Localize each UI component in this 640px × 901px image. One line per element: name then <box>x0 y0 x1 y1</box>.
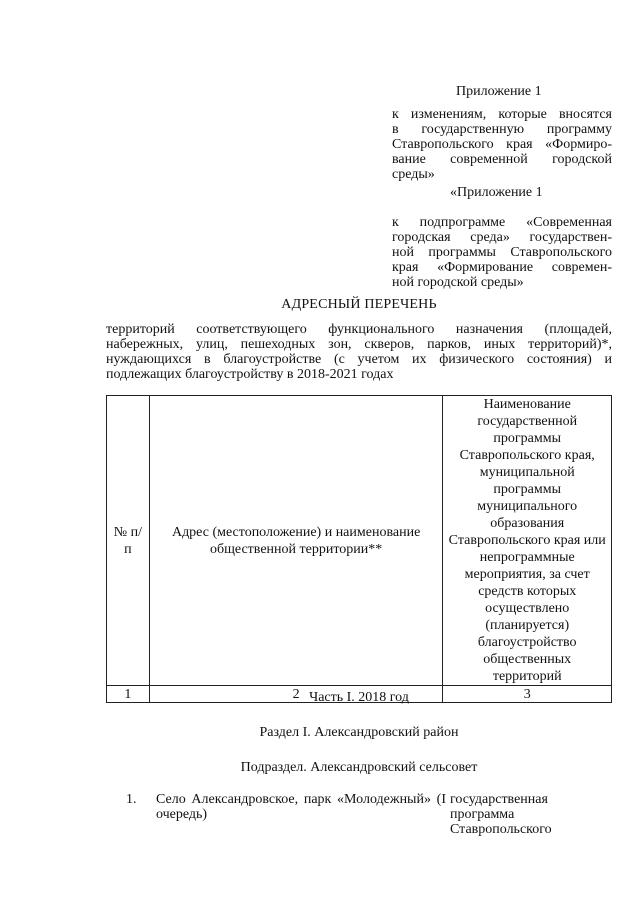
appendix-line: среды» <box>392 167 435 182</box>
row-program: государственная программа Ставропольского <box>450 792 552 837</box>
header-number: № п/п <box>107 396 150 686</box>
appendix-line: Ставропольского края «Формиро- <box>392 137 612 152</box>
appendix-title: Приложение 1 <box>456 84 542 99</box>
appendix-line: к изменениям, которые вносятся <box>392 107 612 122</box>
section-heading: Раздел I. Александровский район <box>259 725 459 740</box>
table-header-row <box>107 396 612 686</box>
sub-appendix-line: ной программы Ставропольского <box>392 245 612 260</box>
sub-appendix-line: к подпрограмме «Современная <box>392 215 612 230</box>
column-number-3: 3 <box>443 686 612 703</box>
sub-appendix-line: городская среда» государствен- <box>392 230 612 245</box>
header-program: Наименование государственной программы Ставропольского края, муниципальной программы муниципального образования Ставропольского края или непрограммные мероприятия, за счет средств которых осуществлено (планируется) благоустройство общественных территорий <box>443 396 612 686</box>
sub-appendix-line: края «Формирование современ- <box>392 260 612 275</box>
row-address: Село Александровское, парк «Молодежный» (I очередь) <box>156 792 446 822</box>
appendix-text <box>392 107 612 182</box>
appendix-line: вание современной городской <box>392 152 612 167</box>
document-description: территорий соответствующего функционального назначения (площадей, набережных, улиц, пешеходных зон, скверов, парков, иных территорий)*, нуждающихся в благоустройстве (с учетом их физического состояния) и подлежащих благоустройству в 2018-2021 годах <box>106 322 612 382</box>
column-number-1: 1 <box>107 686 150 703</box>
column-number-2: 2 <box>149 686 443 703</box>
sub-appendix-line: ной городской среды» <box>392 275 524 290</box>
row-number: 1. <box>126 792 137 807</box>
sub-appendix-text <box>392 215 612 290</box>
part-heading: Часть I. 2018 год <box>309 690 409 705</box>
address-table <box>106 395 612 703</box>
header-address: Адрес (местоположение) и наименование общественной территории** <box>149 396 443 686</box>
subsection-heading: Подраздел. Александровский сельсовет <box>240 760 478 775</box>
appendix-line: в государственную программу <box>392 122 612 137</box>
sub-appendix-title: «Приложение 1 <box>450 185 543 200</box>
document-heading: АДРЕСНЫЙ ПЕРЕЧЕНЬ <box>281 297 437 312</box>
